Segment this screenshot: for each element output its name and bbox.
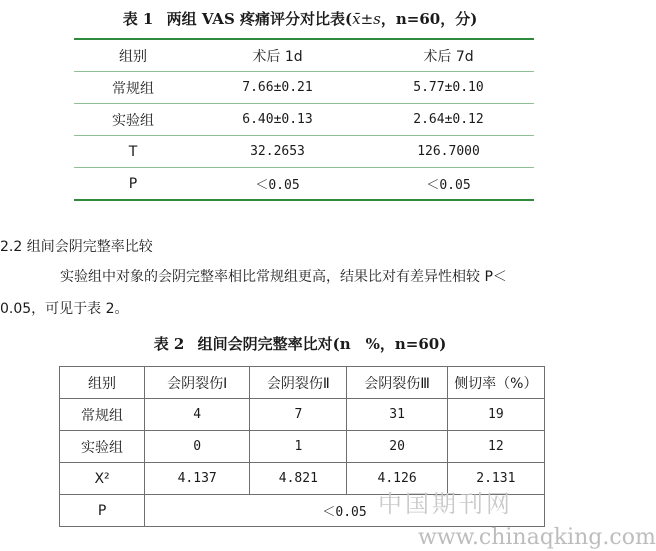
header-group: 组别 <box>60 367 145 399</box>
table1-caption-label: 表 1 <box>122 10 154 28</box>
table-row <box>74 72 534 104</box>
paragraph-line-1: 实验组中对象的会阴完整率相比常规组更高，结果比对有差异性相较 P＜ <box>60 269 507 285</box>
header-postop-7d: 术后 7d <box>423 48 474 65</box>
header-episiotomy-rate: 侧切率（%） <box>447 367 544 399</box>
table-cell: 6.40±0.13 <box>192 104 363 136</box>
table-header-row <box>74 39 534 72</box>
table1-caption-tail: ，n=60，分) <box>380 10 478 28</box>
table-cell: 19 <box>447 399 544 431</box>
table-row <box>74 104 534 136</box>
row-label: T <box>74 136 192 168</box>
watermark-url: www.chinaqking.com <box>418 525 656 550</box>
header-laceration-2: 会阴裂伤Ⅱ <box>250 367 347 399</box>
table2-caption-label: 表 2 <box>153 335 185 353</box>
section-heading: 2.2 组间会阴完整率比较 <box>0 239 153 255</box>
p-value-cell: ＜0.05 <box>145 495 545 527</box>
paragraph-line-2: 0.05，可见于表 2。 <box>0 301 129 317</box>
row-label: X² <box>60 463 145 495</box>
table-cell: 12 <box>447 431 544 463</box>
row-label: 实验组 <box>60 431 145 463</box>
row-label: P <box>74 168 192 201</box>
row-label: P <box>60 495 145 527</box>
table1-caption-title-text: 两组 VAS 疼痛评分对比表( <box>166 10 353 28</box>
table-cell: ＜0.05 <box>363 168 534 201</box>
table-cell: 2.131 <box>447 463 544 495</box>
table-cell: 4.126 <box>347 463 447 495</box>
row-label: 常规组 <box>74 72 192 104</box>
table-cell: 20 <box>347 431 447 463</box>
header-postop-1d: 术后 1d <box>252 48 303 65</box>
header-group: 组别 <box>119 48 147 65</box>
table-cell: 31 <box>347 399 447 431</box>
table-cell: 126.7000 <box>363 136 534 168</box>
watermark-logo-text: 中国期刊网 <box>378 490 513 518</box>
table-cell: 0 <box>145 431 250 463</box>
header-laceration-1: 会阴裂伤Ⅰ <box>145 367 250 399</box>
table-row <box>60 399 545 431</box>
table-row <box>74 136 534 168</box>
table-header-row <box>60 367 545 399</box>
table-cell: 4.821 <box>250 463 347 495</box>
table1-caption <box>0 8 600 29</box>
table-cell: 5.77±0.10 <box>363 72 534 104</box>
table-row <box>74 168 534 201</box>
table-cell: 4.137 <box>145 463 250 495</box>
table1-caption-meanstd: x̄±s <box>352 10 381 28</box>
table-cell: 32.2653 <box>192 136 363 168</box>
table-cell: 7.66±0.21 <box>192 72 363 104</box>
table2-caption-title: 组间会阴完整率比对(n %，n=60) <box>197 335 447 353</box>
table-cell: 4 <box>145 399 250 431</box>
row-label: 常规组 <box>60 399 145 431</box>
table2-caption <box>0 333 600 354</box>
table1-caption-title <box>167 10 478 28</box>
header-laceration-3: 会阴裂伤Ⅲ <box>347 367 447 399</box>
table-cell: 7 <box>250 399 347 431</box>
table-cell: 1 <box>250 431 347 463</box>
table-cell: 2.64±0.12 <box>363 104 534 136</box>
row-label: 实验组 <box>74 104 192 136</box>
table-cell: ＜0.05 <box>192 168 363 201</box>
table-row <box>60 431 545 463</box>
vas-score-table <box>74 38 534 201</box>
